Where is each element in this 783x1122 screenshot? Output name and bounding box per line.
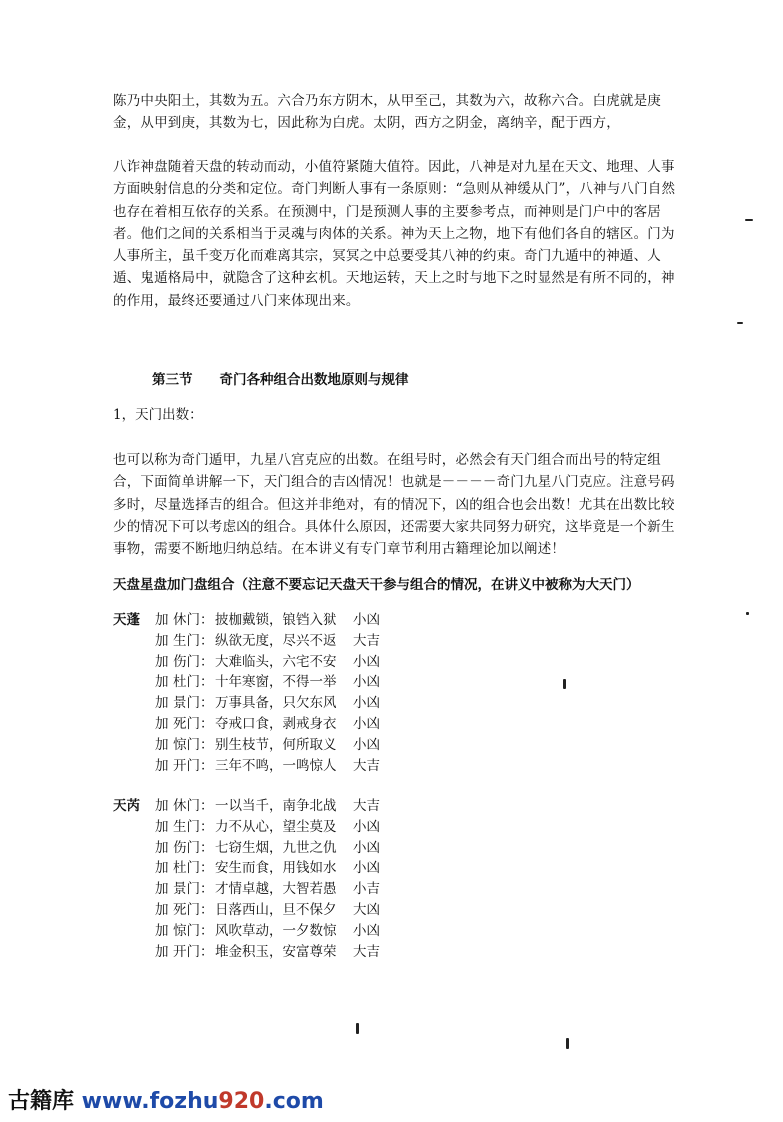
- watermark-footer: [8, 1084, 324, 1115]
- combination-desc: 十年寒窗，不得一举: [215, 674, 337, 691]
- paragraph-tianmen-intro: 也可以称为奇门遁甲，九星八宫克应的出数。在组号时，必然会有天门组合而出号的特定组合，下面简单讲解一下，天门组合的吉凶情况！也就是－－－－奇门九星八门克应。注意号码多时，尽量选择吉的组合。但这并非绝对，有的情况下，凶的组合也会出数！尤其在出数比较少的情况下可以考虑凶的组合。具体什么原因，还需要大家共同努力研究，这毕竟是一个新生事物，需要不断地归纳总结。在本讲义有专门章节利用古籍理论加以阐述！: [113, 452, 675, 558]
- gate-name: 伤门：: [173, 653, 214, 670]
- combination-result: 小吉: [353, 881, 380, 898]
- star-name: 天芮: [113, 798, 140, 814]
- combination-result: 小凶: [353, 653, 380, 670]
- jia-label: 加: [155, 922, 169, 939]
- jia-label: 加: [155, 881, 169, 898]
- combination-result: 大吉: [353, 798, 380, 814]
- jia-label: 加: [155, 860, 169, 877]
- combination-title: 天盘星盘加门盘组合（注意不要忘记天盘天干参与组合的情况，在讲义中被称为大天门）: [113, 577, 640, 593]
- combination-desc: 七窃生烟，九世之仇: [215, 839, 337, 856]
- scan-speck: [737, 322, 743, 324]
- jia-label: 加: [155, 798, 169, 814]
- gate-name: 开门：: [173, 757, 214, 774]
- jia-label: 加: [155, 839, 169, 856]
- gate-name: 死门：: [173, 715, 214, 732]
- combination-result: 大吉: [353, 632, 380, 649]
- scan-speck: [566, 1038, 569, 1049]
- jia-label: 加: [155, 818, 169, 835]
- combination-result: 小凶: [353, 715, 380, 732]
- jia-label: 加: [155, 674, 169, 691]
- gate-name: 生门：: [173, 818, 214, 835]
- jia-label: 加: [155, 736, 169, 753]
- gate-name: 景门：: [173, 695, 214, 712]
- gate-name: 休门：: [173, 798, 214, 814]
- combination-desc: 披枷戴锁，锒铛入狱: [215, 612, 337, 628]
- jia-label: 加: [155, 943, 169, 960]
- combination-desc: 别生枝节，何所取义: [215, 736, 337, 753]
- combination-result: 小凶: [353, 860, 380, 877]
- gate-name: 惊门：: [173, 922, 214, 939]
- combination-desc: 安生而食，用钱如水: [215, 860, 337, 877]
- combination-desc: 堆金积玉，安富尊荣: [215, 943, 337, 960]
- combination-desc: 风吹草动，一夕数惊: [215, 922, 337, 939]
- combination-result: 小凶: [353, 674, 380, 691]
- paragraph-six-harmony: 陈乃中央阳土，其数为五。六合乃东方阴木，从甲至己，其数为六，故称六合。白虎就是庚金，从甲到庚，其数为七，因此称为白虎。太阴，西方之阴金，离纳辛，配于西方，: [113, 93, 661, 132]
- combination-result: 小凶: [353, 695, 380, 712]
- combination-desc: 日落西山，旦不保夕: [215, 901, 337, 918]
- combination-result: 大吉: [353, 943, 380, 960]
- gate-name: 杜门：: [173, 860, 214, 877]
- combination-result: 小凶: [353, 839, 380, 856]
- gate-name: 伤门：: [173, 839, 214, 856]
- combination-result: 小凶: [353, 922, 380, 939]
- gate-name: 惊门：: [173, 736, 214, 753]
- combination-desc: 力不从心，望尘莫及: [215, 818, 337, 835]
- site-url-number: 920: [218, 1089, 265, 1114]
- jia-label: 加: [155, 715, 169, 732]
- combination-desc: 纵欲无度，尽兴不返: [215, 632, 337, 649]
- star-name: 天蓬: [113, 612, 140, 628]
- combination-desc: 一以当千，南争北战: [215, 798, 337, 814]
- section-title: 第三节 奇门各种组合出数地原则与规律: [152, 372, 409, 388]
- jia-label: 加: [155, 653, 169, 670]
- combination-result: 小凶: [353, 818, 380, 835]
- combination-desc: 才情卓越，大智若愚: [215, 881, 337, 898]
- gate-name: 杜门：: [173, 674, 214, 691]
- combination-desc: 大难临头，六宅不安: [215, 653, 337, 670]
- gate-name: 景门：: [173, 881, 214, 898]
- combination-desc: 万事具备，只欠东风: [215, 695, 337, 712]
- scan-speck: [746, 612, 749, 615]
- jia-label: 加: [155, 901, 169, 918]
- gate-name: 死门：: [173, 901, 214, 918]
- scan-speck: [745, 219, 753, 221]
- site-url-suffix: .com: [264, 1089, 324, 1114]
- gate-name: 生门：: [173, 632, 214, 649]
- gate-name: 开门：: [173, 943, 214, 960]
- site-name: 古籍库: [8, 1089, 82, 1114]
- subheading-tianmen: 1，天门出数：: [113, 407, 203, 423]
- paragraph-eight-gods: 八诈神盘随着天盘的转动而动，小值符紧随大值符。因此，八神是对九星在天文、地理、人事方面映射信息的分类和定位。奇门判断人事有一条原则：“急则从神缓从门”，八神与八门自然也存在着相互依存的关系。在预测中，门是预测人事的主要参考点，而神则是门户中的客居者。他们之间的关系相当于灵魂与肉体的关系。神为天上之物，地下有他们各自的辖区。门为人事所主，虽千变万化而难离其宗，冥冥之中总要受其八神的约束。奇门九遁中的神遁、人遁、鬼遁格局中，就隐含了这种玄机。天地运转，天上之时与地下之时显然是有所不同的，神的作用，最终还要通过八门来体现出来。: [113, 159, 676, 309]
- gate-name: 休门：: [173, 612, 214, 628]
- scan-speck: [356, 1023, 359, 1034]
- combination-desc: 三年不鸣，一鸣惊人: [215, 757, 337, 774]
- combination-result: 小凶: [353, 736, 380, 753]
- site-url-part: www.fozhu: [81, 1089, 219, 1114]
- combination-desc: 夺戒口食，剥戒身衣: [215, 715, 337, 732]
- jia-label: 加: [155, 757, 169, 774]
- jia-label: 加: [155, 695, 169, 712]
- jia-label: 加: [155, 632, 169, 649]
- jia-label: 加: [155, 612, 169, 628]
- combination-result: 小凶: [353, 612, 380, 628]
- combination-result: 大凶: [353, 901, 380, 918]
- scan-speck: [563, 679, 566, 689]
- combination-result: 大吉: [353, 757, 380, 774]
